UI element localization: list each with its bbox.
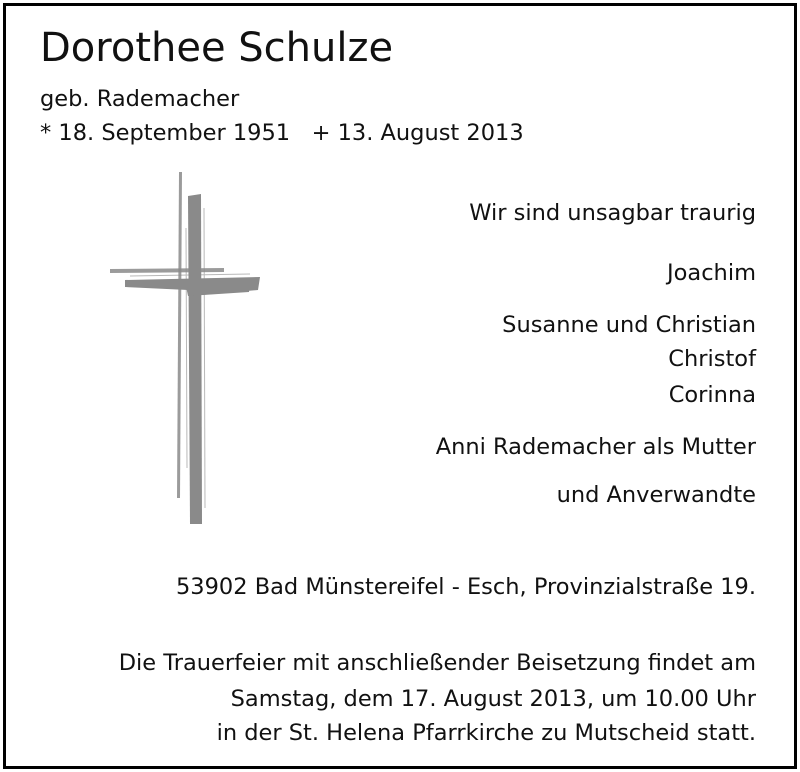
life-dates: * 18. September 1951 + 13. August 2013 (40, 120, 524, 146)
mourner-corinna: Corinna (668, 382, 756, 408)
mourner-relatives: und Anverwandte (556, 482, 756, 508)
mourner-joachim: Joachim (667, 260, 756, 286)
address-line: 53902 Bad Münstereifel - Esch, Provinzialstraße 19. (175, 574, 756, 600)
sentiment-line: Wir sind unsagbar traurig (469, 200, 756, 226)
service-line-3: in der St. Helena Pfarrkirche zu Mutscheid statt. (216, 720, 756, 746)
service-line-2: Samstag, dem 17. August 2013, um 10.00 Uhr (230, 686, 756, 712)
service-line-1: Die Trauerfeier mit anschließender Beisetzung findet am (118, 650, 756, 676)
mourner-anni-rademacher: Anni Rademacher als Mutter (435, 434, 756, 460)
deceased-name: Dorothee Schulze (40, 25, 394, 71)
mourner-susanne-christian: Susanne und Christian (502, 312, 756, 338)
maiden-name: geb. Rademacher (40, 86, 240, 112)
mourner-christof: Christof (668, 346, 756, 372)
cross-icon (100, 168, 270, 530)
